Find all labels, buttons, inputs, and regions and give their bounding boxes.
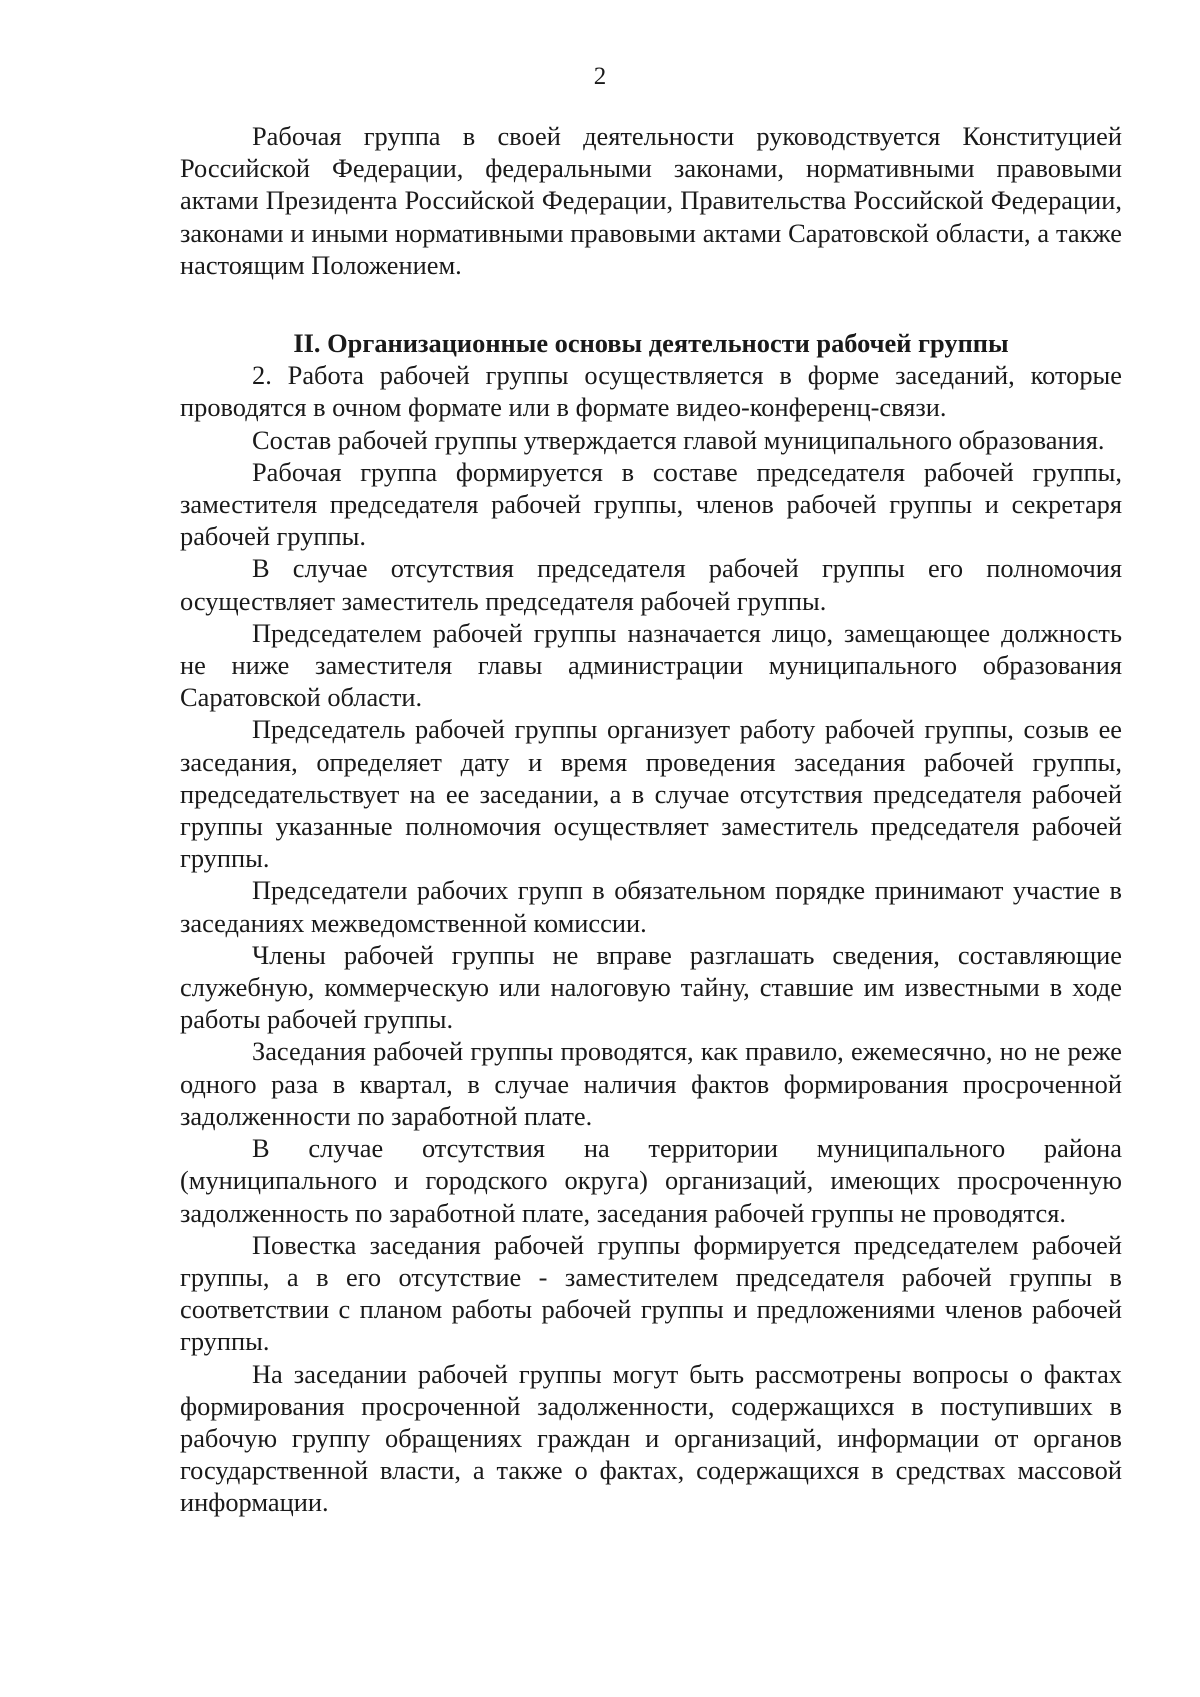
- paragraph-work-format: 2. Работа рабочей группы осуществляется в форме заседаний, которые проводятся в очном формате или в формате видео-конференц-связи.: [180, 360, 1122, 423]
- paragraph-chair-appointment: Председателем рабочей группы назначается лицо, замещающее должность не ниже заместителя главы администрации муниципального образования Саратовской области.: [180, 617, 1122, 713]
- section-heading: II. Организационные основы деятельности рабочей группы: [293, 328, 1009, 359]
- paragraph-confidentiality: Члены рабочей группы не вправе разглашать сведения, составляющие служебную, коммерческую или налоговую тайну, ставшие им известными в ходе работы рабочей группы.: [180, 939, 1122, 1035]
- paragraph-meeting-frequency: Заседания рабочей группы проводятся, как правило, ежемесячно, но не реже одного раза в квартал, в случае наличия фактов формирования просроченной задолженности по заработной плате.: [180, 1036, 1122, 1131]
- paragraph-group-members: Рабочая группа формируется в составе председателя рабочей группы, заместителя председателя рабочей группы, членов рабочей группы и секретаря рабочей группы.: [180, 456, 1122, 552]
- paragraph-chair-duties: Председатель рабочей группы организует работу рабочей группы, созыв ее заседания, определяет дату и время проведения заседания рабочей группы, председательствует на ее заседании, а в случае отсутствия председателя рабочей группы указанные полномочия осуществляет заместитель председателя рабочей группы.: [180, 714, 1122, 874]
- paragraph-composition-approval: Состав рабочей группы утверждается главой муниципального образования.: [252, 424, 1105, 455]
- paragraph-meeting-topics: На заседании рабочей группы могут быть рассмотрены вопросы о фактах формирования просроченной задолженности, содержащихся в поступивших в рабочую группу обращениях граждан и организаций, информации от органов государственной власти, а также о фактах, содержащихся в средствах массовой информации.: [180, 1358, 1122, 1518]
- document-body: [180, 120, 1122, 1519]
- paragraph-chair-absence: В случае отсутствия председателя рабочей группы его полномочия осуществляет заместитель председателя рабочей группы.: [180, 553, 1122, 616]
- page-number: 2: [593, 63, 607, 90]
- paragraph-commission-participation: Председатели рабочих групп в обязательном порядке принимают участие в заседаниях межведомственной комиссии.: [180, 875, 1122, 938]
- intro-paragraph: Рабочая группа в своей деятельности руководствуется Конституцией Российской Федерации, федеральными законами, нормативными правовыми актами Президента Российской Федерации, Правительства Российской Федерации, законами и иными нормативными правовыми актами Саратовской области, а также настоящим Положением.: [180, 121, 1122, 280]
- paragraph-agenda: Повестка заседания рабочей группы формируется председателем рабочей группы, а в его отсутствие - заместителем председателя рабочей группы в соответствии с планом работы рабочей группы и предложениями членов рабочей группы.: [180, 1229, 1122, 1357]
- paragraph-no-meetings: В случае отсутствия на территории муниципального района (муниципального и городского округа) организаций, имеющих просроченную задолженность по заработной плате, заседания рабочей группы не проводятся.: [180, 1133, 1122, 1228]
